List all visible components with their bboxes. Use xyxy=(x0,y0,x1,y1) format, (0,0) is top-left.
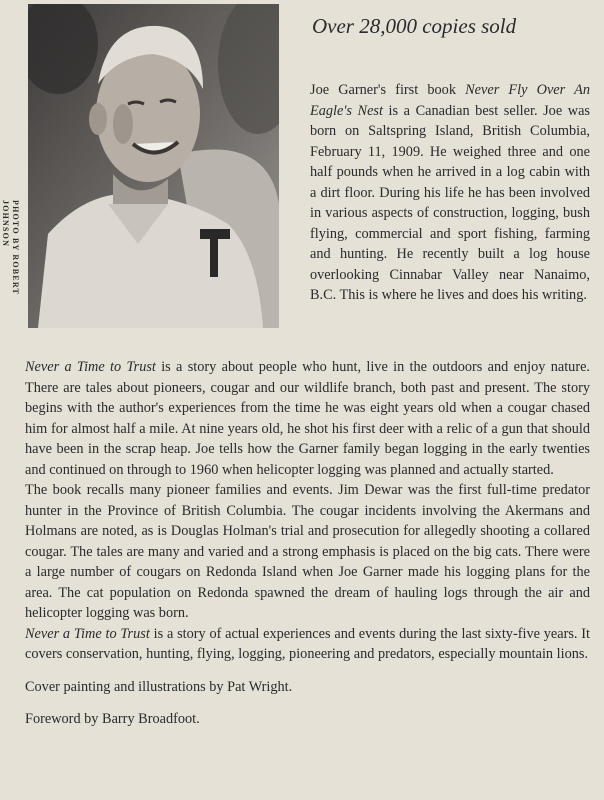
book-title: Never a Time to Trust xyxy=(25,625,150,642)
author-bio xyxy=(310,80,590,306)
author-photo xyxy=(28,4,279,328)
paragraph-1: Never a Time to Trust is a story about people who hunt, live in the outdoors and enjoy nature. There are tales about pioneers, cougar and our wildlife branch, both past and present. The story begins with the author's experiences from the time he was eight years old when a cougar chased him for almost half a mile. At nine years old, he shot his first deer with a relic of a gun that should have been in the scrap heap. Joe tells how the Garner family began logging in the early twenties and continued on through to 1960 when helicopter logging was planned and actually started. xyxy=(25,359,591,478)
paragraph-2: The book recalls many pioneer families and events. Jim Dewar was the first full-time predator hunter in the Province of British Columbia. The cougar incidents involving the Akermans and Holmans are noted, as is Douglas Holman's trial and prosecution for allegedly shooting a collared cougar. The tales are many and varied and a strong emphasis is placed on the big cats. There were a large number of cougars on Redonda Island when Joe Garner made his logging plans for the area. The cat population on Redonda spawned the dream of hauling logs through the air and helicopter logging was born. xyxy=(25,482,590,621)
first-book-title: Never Fly Over An Eagle's Nest xyxy=(310,82,590,119)
book-title: Never a Time to Trust xyxy=(25,359,156,375)
foreword-credit: Foreword by Barry Broadfoot. xyxy=(25,711,200,727)
bio-intro: Joe Garner's first book xyxy=(310,82,466,98)
cover-credit: Cover painting and illustrations by Pat Wright. xyxy=(25,678,293,695)
description xyxy=(25,357,590,730)
bio-text: is a Canadian best seller. Joe was born on Saltspring Island, British Columbia, February 11, 1909. He weighed three and one half pounds when he arrived in a log cabin with a dirt floor. During his life he has been involved in various aspects of construction, logging, bush flying, commercial and sport fishing, farming and hunting. He recently built a log house overlooking Cinnabar Valley near Nanaimo, B.C. This is where he lives and does his writing. xyxy=(310,102,590,303)
paragraph-3: Never a Time to Trust is a story of actual experiences and events during the last sixty-five years. It covers conservation, hunting, flying, logging, pioneering and predators, especially mountain lions. xyxy=(25,625,591,662)
photo-credit: PHOTO BY ROBERT JOHNSON xyxy=(1,200,20,295)
headline: Over 28,000 copies sold xyxy=(312,14,517,38)
